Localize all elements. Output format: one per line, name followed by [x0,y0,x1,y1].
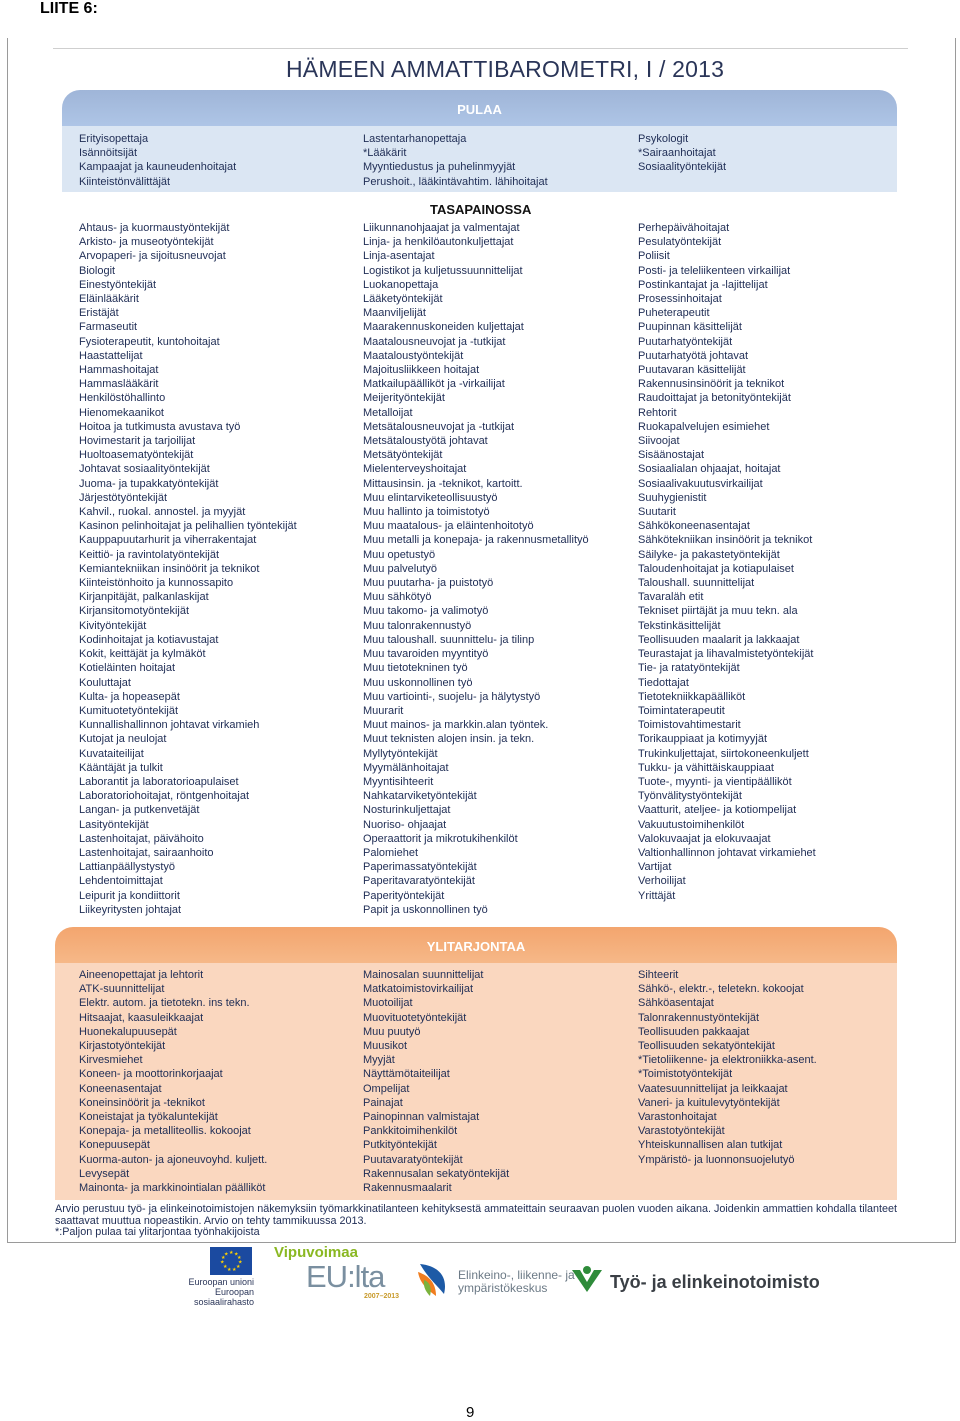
occupation-item: Logistikot ja kuljetussuunnittelijat [363,264,523,277]
occupation-item: Ahtaus- ja kuormaustyöntekijät [79,222,230,234]
occupation-item: Muovituotetyöntekijät [363,1011,467,1024]
svg-text:★: ★ [223,1264,228,1270]
occupation-item: Puheterapeutit [638,307,710,320]
tasapainossa-column-3 [638,221,816,903]
occupation-item: Toimistovahtimestarit [638,719,741,732]
occupation-item: Lehdentoimittajat [79,875,163,888]
occupation-item: Tekniset piirtäjät ja muu tekn. ala [638,605,798,618]
occupation-item: Tavaraläh etit [638,591,704,604]
vipuvoimaa-years: 2007–2013 [364,1293,400,1300]
occupation-item: Vakuutustoimihenkilöt [638,818,745,831]
occupation-item: Kodinhoitajat ja kotiavustajat [79,633,219,646]
occupation-item: Huonekalupuusepät [79,1025,177,1038]
occupation-item: Metsätyöntekijät [363,449,443,462]
svg-text:★: ★ [234,1251,239,1258]
occupation-item: Kutojat ja neulojat [79,733,167,746]
occupation-item: Keittiö- ja ravintolatyöntekijät [79,548,220,561]
occupation-item: Tietotekniikkapäälliköt [638,690,746,703]
svg-text:★: ★ [237,1255,242,1261]
ylitarjonta-column-2 [363,968,509,1195]
occupation-item: Torikauppiaat ja kotimyyjät [638,733,768,746]
occupation-item: Leipurit ja kondiittorit [79,889,180,902]
occupation-item: Poliisit [638,250,670,263]
occupation-item: Hammashoitajat [79,364,159,377]
occupation-item: Taloushall. suunnittelijat [638,577,755,590]
svg-text:★: ★ [232,1267,237,1273]
occupation-item: Perushoit., lääkintävahtim. lähihoitajat [363,175,548,188]
occupation-item: Kirjastotyöntekijät [79,1040,166,1053]
occupation-item: Einestyöntekijät [79,278,157,291]
occupation-item: Valtionhallinnon johtavat virkamiehet [638,846,816,859]
occupation-item: Henkilöstöhallinto [79,392,166,405]
occupation-item: Kulta- ja hopeasepät [79,690,180,703]
occupation-item: Konepuusepät [79,1139,150,1152]
occupation-item: Muu opetustyö [363,548,436,561]
occupation-item: Raudoittajat ja betonityöntekijät [638,392,791,405]
tasapainossa-column-2 [363,221,589,917]
occupation-item: Erityisopettaja [79,133,149,145]
pulaa-column-1 [79,132,236,189]
occupation-item: Koneen- ja moottorinkorjaajat [79,1068,223,1081]
pulaa-column-3 [638,132,726,175]
occupation-item: Koneinsinöörit ja -teknikot [79,1096,205,1109]
occupation-item: Muu tavaroiden myyntityö [363,648,489,661]
occupation-item: Psykologit [638,133,689,145]
occupation-item: Muu metalli ja konepaja- ja rakennusmetallityö [363,534,589,547]
occupation-item: Puutarhatyöntekijät [638,335,733,348]
occupation-item: Sähkökoneenasentajat [638,520,750,533]
occupation-item: Haastattelijat [79,349,143,362]
occupation-item: Hoitoa ja tutkimusta avustava työ [79,420,241,433]
occupation-item: Arkisto- ja museotyöntekijät [79,236,214,249]
occupation-item: Mainonta- ja markkinointialan päälliköt [79,1182,266,1195]
occupation-item: Muu maatalous- ja eläintenhoitotyö [363,520,534,533]
occupation-item: Puutavaratyöntekijät [363,1153,463,1166]
occupation-item: Puutarhatyötä johtavat [638,349,749,362]
occupation-item: Hitsaajat, kaasuleikkaajat [79,1011,204,1024]
occupation-item: Puupinnan käsittelijät [638,321,742,334]
occupation-item: Sosiaalivakuutusvirkailijat [638,477,763,490]
occupation-item: Työnvälitystyöntekijät [638,790,742,803]
occupation-item: Verhoilijat [638,875,686,888]
occupation-item: Farmaseutit [79,321,138,334]
occupation-item: Matkatoimistovirkailijat [363,983,474,996]
occupation-item: Kunnallishallinnon johtavat virkamieh [79,719,260,732]
occupation-item: Muu puutyö [363,1025,421,1038]
occupation-item: Elektr. autom. ja tietotekn. ins tekn. [79,997,250,1010]
footnote [55,1204,905,1239]
occupation-item: Kirjansitomotyöntekijät [79,605,190,618]
pulaa-header: PULAA [62,90,897,126]
occupation-item: Koneistajat ja työkaluntekijät [79,1111,218,1124]
ylitarjonta-header: YLITARJONTAA [55,927,897,963]
occupation-item: Muu taloushall. suunnittelu- ja tilinp [363,633,535,646]
occupation-item: Muu hallinto ja toimistotyö [363,506,490,519]
occupation-item: Suutarit [638,506,676,519]
top-rule [53,48,908,49]
occupation-item: Metsätalousneuvojat ja -tutkijat [363,420,515,433]
occupation-item: Tiedottajat [638,676,689,689]
occupation-item: Siivoojat [638,435,680,448]
occupation-item: Muotoilijat [363,997,413,1010]
occupation-item: Sihteerit [638,969,679,981]
occupation-item: ATK-suunnittelijat [79,983,165,996]
occupation-item: Teurastajat ja lihavalmistetyöntekijät [638,648,814,661]
occupation-item: Johtavat sosiaalityöntekijät [79,463,210,476]
occupation-item: Metalloijat [363,406,413,419]
occupation-item: Taloudenhoitajat ja kotiapulaiset [638,562,794,575]
vipuvoimaa-logo-title: Vipuvoimaa [274,1244,358,1261]
occupation-item: Rakennusinsinöörit ja teknikot [638,378,785,391]
occupation-item: Mainosalan suunnittelijat [363,969,484,981]
occupation-item: Muurarit [363,704,404,717]
occupation-item: Sisäänostajat [638,449,705,462]
occupation-item: Mielenterveyshoitajat [363,463,467,476]
occupation-item: Muut mainos- ja markkin.alan työntek. [363,719,549,732]
occupation-item: Liikunnanohjaajat ja valmentajat [363,222,520,234]
occupation-item: Yrittäjät [638,889,676,902]
occupation-item: Muusikot [363,1040,408,1053]
occupation-item: Koneenasentajat [79,1082,162,1095]
occupation-item: Palomiehet [363,846,419,859]
ylitarjonta-column-1 [79,968,267,1195]
svg-text:★: ★ [224,1251,229,1258]
ylitarjonta-column-3 [638,968,817,1167]
occupation-item: Muu elintarviketeollisuustyö [363,491,498,504]
occupation-item: Rehtorit [638,406,677,419]
ely-line-1: Elinkeino-, liikenne- ja [458,1268,575,1282]
svg-text:★: ★ [220,1259,225,1266]
occupation-item: Perhepäivähoitajat [638,222,730,234]
occupation-item: Lääketyöntekijät [363,293,443,306]
occupation-item: Eläinlääkärit [79,293,139,306]
occupation-item: Prosessinhoitajat [638,293,722,306]
occupation-item: Säilyke- ja pakastetyöntekijät [638,548,780,561]
ely-logo-icon [414,1260,452,1298]
occupation-item: Biologit [79,264,116,277]
occupation-item: Lastentarhanopettaja [363,133,467,145]
occupation-item: Maatalousneuvojat ja -tutkijat [363,335,506,348]
occupation-item: Isännöitsijät [79,147,138,160]
occupation-item: Teollisuuden maalarit ja lakkaajat [638,633,800,646]
occupation-item: Langan- ja putkenvetäjät [79,804,200,817]
occupation-item: Toimintaterapeutit [638,704,725,717]
occupation-item: Muu tietotekninen työ [363,662,468,675]
occupation-item: Nosturinkuljettajat [363,804,451,817]
occupation-item: *Lääkärit [363,147,407,160]
occupation-item: Konepaja- ja metalliteollis. kokoojat [79,1125,251,1138]
occupation-item: Sosiaalialan ohjaajat, hoitajat [638,463,781,476]
occupation-item: Teollisuuden pakkaajat [638,1025,750,1038]
occupation-item: Putkityöntekijät [363,1139,437,1152]
ely-logo-text [458,1269,575,1295]
occupation-item: Juoma- ja tupakkatyöntekijät [79,477,219,490]
occupation-item: Muu puutarha- ja puistotyö [363,577,494,590]
occupation-item: Maataloustyöntekijät [363,349,464,362]
te-logo-text: Työ- ja elinkeinotoimisto [610,1272,820,1292]
eu-flag-icon [210,1247,252,1275]
occupation-item: Myllytyöntekijät [363,747,438,760]
occupation-item: Kumituotetyöntekijät [79,704,179,717]
occupation-item: Suuhygienistit [638,491,707,504]
occupation-item: Paperityöntekijät [363,889,445,902]
occupation-item: Kuvataiteilijat [79,747,144,760]
occupation-item: Kauppapuutarhurit ja viherrakentajat [79,534,257,547]
occupation-item: *Sairaanhoitajat [638,147,716,160]
occupation-item: Muu sähkötyö [363,591,432,604]
attachment-label: LIITE 6: [40,0,98,17]
page-number: 9 [466,1404,475,1421]
occupation-item: Talonrakennustyöntekijät [638,1011,760,1024]
page-title: HÄMEEN AMMATTIBAROMETRI, I / 2013 [286,56,725,82]
occupation-item: *Tietoliikenne- ja elektroniikka-asent. [638,1054,817,1067]
occupation-item: Operaattorit ja mikrotukihenkilöt [363,832,518,845]
occupation-item: Rakennusalan sekatyöntekijät [363,1167,510,1180]
occupation-item: Laboratoriohoitajat, röntgenhoitajat [79,790,250,803]
occupation-item: Posti- ja teleliikenteen virkailijat [638,264,791,277]
occupation-item: Huoltoasematyöntekijät [79,449,194,462]
svg-text:★: ★ [236,1264,241,1270]
occupation-item: Levysepät [79,1167,130,1180]
occupation-item: Muu uskonnollinen työ [363,676,473,689]
occupation-item: Maarakennuskoneiden kuljettajat [363,321,524,334]
occupation-item: Kiinteistönvälittäjät [79,175,171,188]
occupation-item: Sosiaalityöntekijät [638,161,727,174]
occupation-item: Painajat [363,1096,403,1109]
occupation-item: Tukku- ja vähittäiskauppiaat [638,761,774,774]
te-logo-icon [570,1262,604,1296]
occupation-item: Sähkö-, elektr.-, teletekn. kokoojat [638,983,804,996]
occupation-item: Sähköasentajat [638,997,714,1010]
occupation-item: Näyttämötaiteilijat [363,1068,450,1081]
occupation-item: Sähkötekniikan insinöörit ja teknikot [638,534,813,547]
occupation-item: Laborantit ja laboratorioapulaiset [79,775,239,788]
occupation-item: Pankkitoimihenkilöt [363,1125,458,1138]
occupation-item: Rakennusmaalarit [363,1182,452,1195]
occupation-item: Painopinnan valmistajat [363,1111,480,1124]
occupation-item: Fysioterapeutit, kuntohoitajat [79,335,220,348]
occupation-item: Lastenhoitajat, sairaanhoito [79,846,214,859]
occupation-item: Postinkantajat ja -lajittelijat [638,278,768,291]
occupation-item: Kahvil., ruokal. annostel. ja myyjät [79,506,246,519]
occupation-item: *Toimistotyöntekijät [638,1068,733,1081]
occupation-item: Kasinon pelinhoitajat ja pelihallien työntekijät [79,520,297,533]
occupation-item: Lattianpäällystystyö [79,861,175,874]
occupation-item: Muu vartiointi-, suojelu- ja hälytystyö [363,690,541,703]
occupation-item: Kuorma-auton- ja ajoneuvoyhd. kuljett. [79,1153,268,1166]
occupation-item: Nahkatarviketyöntekijät [363,790,477,803]
occupation-item: Kouluttajat [79,676,131,689]
ely-line-2: ympäristökeskus [458,1281,548,1295]
eu-caption-line-1: Euroopan unioni [188,1277,254,1287]
tasapainossa-header: TASAPAINOSSA [430,202,532,217]
occupation-item: Vaatesuunnittelijat ja leikkaajat [638,1082,788,1095]
occupation-item: Hammaslääkärit [79,378,159,391]
occupation-item: Teollisuuden sekatyöntekijät [638,1040,775,1053]
occupation-item: Mittausinsin. ja -teknikot, kartoitt. [363,477,523,490]
occupation-item: Kemiantekniikan insinöörit ja teknikot [79,562,260,575]
occupation-item: Kivityöntekijät [79,619,147,632]
occupation-item: Tekstinkäsittelijät [638,619,721,632]
svg-text:★: ★ [238,1259,243,1266]
occupation-item: Kirvesmiehet [79,1054,143,1067]
occupation-item: Papit ja uskonnollinen työ [363,903,488,916]
occupation-item: Varastonhoitajat [638,1111,717,1124]
eu-lta-logo-text: EU:lta [306,1259,385,1294]
occupation-item: Arvopaperi- ja sijoitusneuvojat [79,250,226,263]
occupation-item: Nuoriso- ohjaajat [363,818,447,831]
occupation-item: Hovimestarit ja tarjoilijat [79,435,196,448]
occupation-item: Myyjät [363,1054,395,1067]
footnote-star-note: *:Paljon pulaa tai ylitarjontaa työnhakijoista [55,1226,260,1238]
occupation-item: Eristäjät [79,307,119,320]
occupation-item: Kotieläinten hoitajat [79,662,176,675]
svg-text:★: ★ [227,1267,232,1273]
occupation-item: Maanviljelijät [363,307,426,320]
occupation-item: Lasityöntekijät [79,818,149,831]
occupation-item: Vartijat [638,861,672,874]
occupation-item: Varastotyöntekijät [638,1125,725,1138]
occupation-item: Kääntäjät ja tulkit [79,761,163,774]
occupation-item: Liikeyritysten johtajat [79,903,182,916]
pulaa-column-2 [363,132,548,189]
occupation-item: Myyntiedustus ja puhelinmyyjät [363,161,516,174]
occupation-item: Ruokapalvelujen esimiehet [638,420,770,433]
occupation-item: Tie- ja ratatyöntekijät [638,662,740,675]
occupation-item: Ompelijat [363,1082,410,1095]
occupation-item: Myymälänhoitajat [363,761,449,774]
eu-caption [158,1277,254,1307]
occupation-item: Majoitusliikkeen hoitajat [363,364,480,377]
occupation-item: Ympäristö- ja luonnonsuojelutyö [638,1153,795,1166]
occupation-item: Pesulatyöntekijät [638,236,722,249]
footnote-text: Arvio perustuu työ- ja elinkeinotoimistojen näkemyksiin työmarkkinatilanteen kehityksestä ammateittain seuraavan puolen vuoden aikana. Joidenkin ammattien kohdalla tilanteet saattavat muuttua nopeastikin. Arvio on tehty tammikuussa 2013. [55,1203,898,1227]
occupation-item: Vaatturit, ateljee- ja kotiompelijat [638,804,797,817]
occupation-item: Aineenopettajat ja lehtorit [79,969,204,981]
occupation-item: Luokanopettaja [363,278,439,291]
occupation-item: Muut teknisten alojen insin. ja tekn. [363,733,535,746]
occupation-item: Kirjanpitäjät, palkanlaskijat [79,591,209,604]
occupation-item: Trukinkuljettajat, siirtokoneenkuljett [638,747,809,760]
occupation-item: Metsätaloustyötä johtavat [363,435,488,448]
occupation-item: Puutavaran käsittelijät [638,364,746,377]
occupation-item: Myyntisihteerit [363,775,434,788]
occupation-item: Tuote-, myynti- ja vientipäälliköt [638,775,792,788]
occupation-item: Muu palvelutyö [363,562,437,575]
occupation-item: Linja-asentajat [363,250,435,263]
occupation-item: Meijerityöntekijät [363,392,445,405]
occupation-item: Järjestötyöntekijät [79,491,168,504]
occupation-item: Kampaajat ja kauneudenhoitajat [79,161,237,174]
occupation-item: Hienomekaanikot [79,406,164,419]
svg-text:★: ★ [221,1255,226,1261]
occupation-item: Matkailupäälliköt ja -virkailijat [363,378,505,391]
svg-text:★: ★ [229,1250,234,1256]
tasapainossa-column-1 [79,221,297,917]
occupation-item: Linja- ja henkilöautonkuljettajat [363,236,514,249]
occupation-item: Valokuvaajat ja elokuvaajat [638,832,771,845]
occupation-item: Lastenhoitajat, päivähoito [79,832,204,845]
occupation-item: Muu talonrakennustyö [363,619,472,632]
occupation-item: Kokit, keittäjät ja kylmäköt [79,648,206,661]
occupation-item: Yhteiskunnallisen alan tutkijat [638,1139,783,1152]
occupation-item: Muu takomo- ja valimotyö [363,605,489,618]
occupation-item: Kiinteistönhoito ja kunnossapito [79,577,234,590]
occupation-item: Paperitavaratyöntekijät [363,875,475,888]
occupation-item: Paperimassatyöntekijät [363,861,477,874]
eu-caption-line-2: Euroopan sosiaalirahasto [193,1287,254,1307]
occupation-item: Vaneri- ja kuitulevytyöntekijät [638,1096,780,1109]
